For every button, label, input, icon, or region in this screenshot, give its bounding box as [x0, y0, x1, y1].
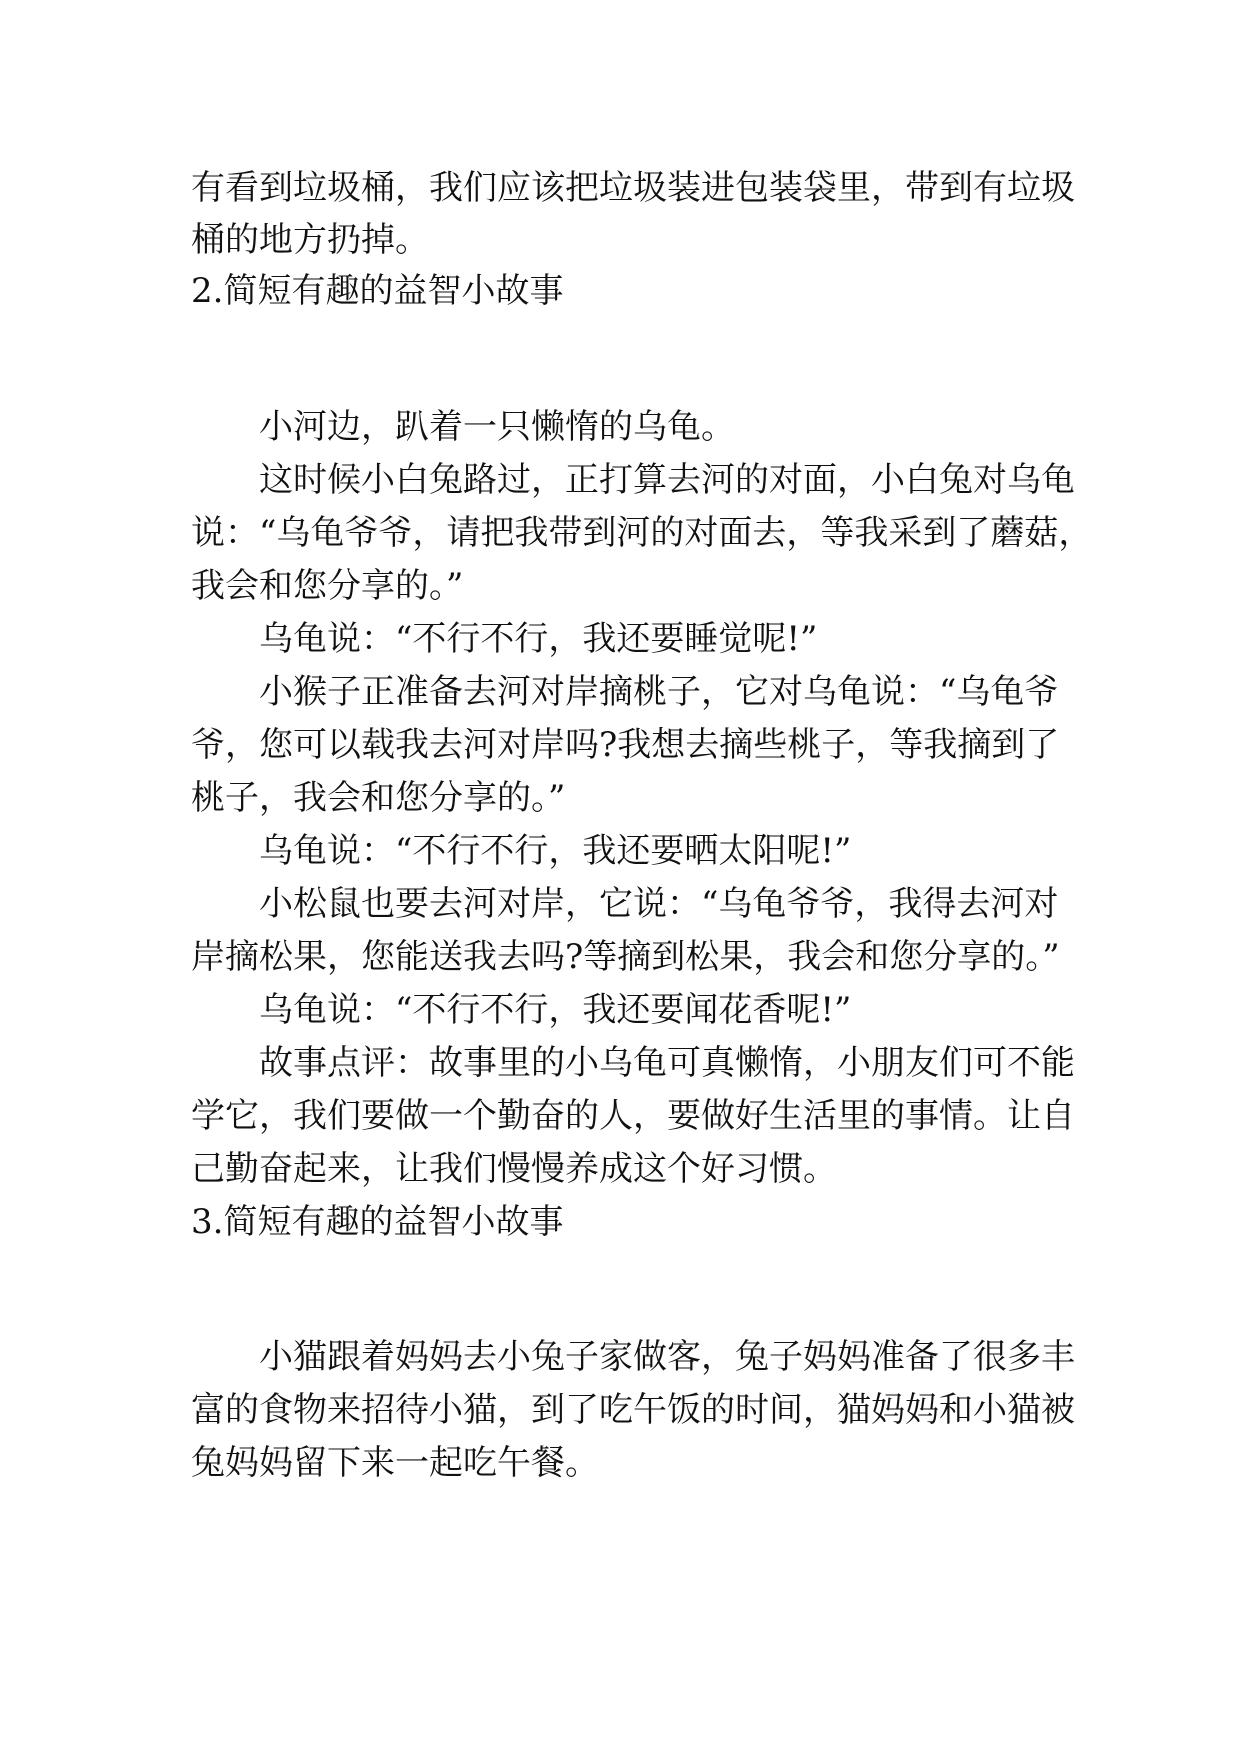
- paragraph-line: 乌龟说：“不行不行，我还要晒太阳呢!”: [259, 831, 852, 871]
- paragraph-line: 小猴子正准备去河对岸摘桃子，它对乌龟说：“乌龟爷: [259, 672, 1059, 712]
- paragraph-line: 小猫跟着妈妈去小兔子家做客，兔子妈妈准备了很多丰: [259, 1337, 1075, 1377]
- paragraph-line: 小河边，趴着一只懒惰的乌龟。: [259, 407, 735, 447]
- paragraph-line: 己勤奋起来，让我们慢慢养成这个好习惯。: [191, 1149, 837, 1189]
- paragraph-line: 我会和您分享的。”: [191, 566, 464, 606]
- section-heading: 3.简短有趣的益智小故事: [191, 1202, 564, 1242]
- paragraph-line: 说：“乌龟爷爷，请把我带到河的对面去，等我采到了蘑菇，: [191, 513, 1093, 553]
- paragraph-line: 小松鼠也要去河对岸，它说：“乌龟爷爷，我得去河对: [259, 884, 1059, 924]
- paragraph-line: 富的食物来招待小猫，到了吃午饭的时间，猫妈妈和小猫被: [191, 1390, 1075, 1430]
- paragraph-line: 故事点评：故事里的小乌龟可真懒惰，小朋友们可不能: [259, 1043, 1075, 1083]
- paragraph-line: 岸摘松果，您能送我去吗?等摘到松果，我会和您分享的。”: [191, 937, 1060, 977]
- paragraph-line: 兔妈妈留下来一起吃午餐。: [191, 1443, 599, 1483]
- paragraph-line: 有看到垃圾桶，我们应该把垃圾装进包装袋里，带到有垃圾: [191, 168, 1075, 208]
- paragraph-line: 爷，您可以载我去河对岸吗?我想去摘些桃子，等我摘到了: [191, 725, 1060, 765]
- section-heading: 2.简短有趣的益智小故事: [191, 271, 564, 311]
- paragraph-line: 学它，我们要做一个勤奋的人，要做好生活里的事情。让自: [191, 1096, 1075, 1136]
- paragraph-line: 桃子，我会和您分享的。”: [191, 778, 566, 818]
- paragraph-line: 乌龟说：“不行不行，我还要闻花香呢!”: [259, 990, 852, 1030]
- paragraph-line: 桶的地方扔掉。: [191, 220, 429, 260]
- paragraph-line: 这时候小白兔路过，正打算去河的对面，小白兔对乌龟: [259, 460, 1075, 500]
- paragraph-line: 乌龟说：“不行不行，我还要睡觉呢!”: [259, 619, 818, 659]
